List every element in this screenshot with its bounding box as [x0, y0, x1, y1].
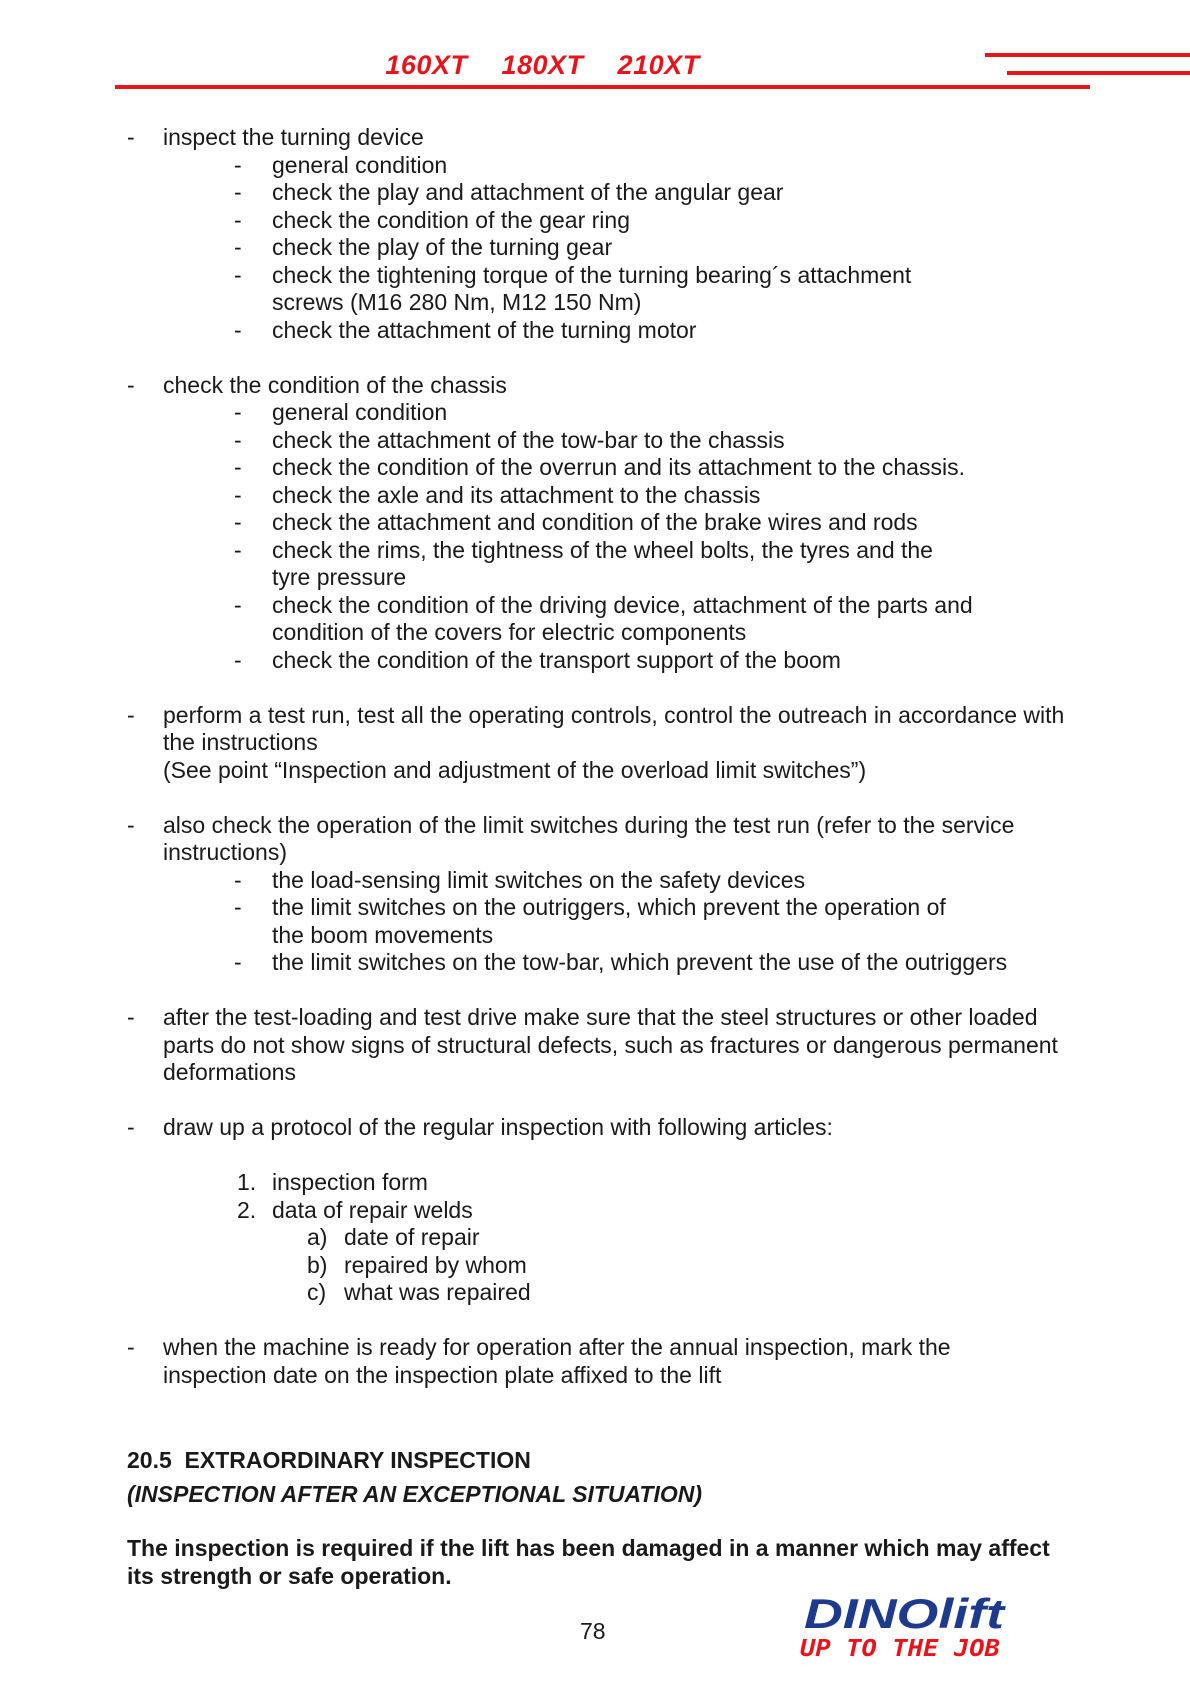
- numbered-item: 2. data of repair welds: [237, 1196, 473, 1223]
- sub-list-item: - check the attachment of the turning motor: [234, 316, 697, 343]
- sub-list-item: - check the condition of the gear ring: [234, 206, 631, 233]
- sub-list-item: - check the rims, the tightness of the wheel bolts, the tyres and the tyre pressure: [234, 536, 933, 590]
- list-item: - check the condition of the chassis: [127, 371, 507, 398]
- numbered-item: 1. inspection form: [237, 1169, 428, 1195]
- sub-list-item: - check the attachment of the tow-bar to the chassis: [234, 426, 785, 453]
- lettered-item: b) repaired by whom: [307, 1251, 527, 1278]
- model-180xt: 180XT: [501, 50, 584, 80]
- sub-list-item: - check the play and attachment of the angular gear: [234, 179, 784, 205]
- sub-list-item: - check the play of the turning gear: [234, 234, 613, 260]
- list-item: - when the machine is ready for operation after the annual inspection, mark the inspection date on the inspection plate affixed to the lift: [127, 1334, 951, 1388]
- sub-list-item: - general condition: [234, 399, 448, 425]
- model-list: [115, 50, 970, 81]
- sub-list-item: - check the tightening torque of the turning bearing´s attachment screws (M16 280 Nm, M12 150 Nm): [234, 261, 912, 315]
- sub-list-item: - check the condition of the overrun and its attachment to the chassis.: [234, 454, 965, 480]
- list-item: - draw up a protocol of the regular inspection with following articles:: [127, 1114, 833, 1140]
- list-item: - after the test-loading and test drive make sure that the steel structures or other loaded parts do not show signs of structural defects, such as fractures or dangerous permanent deformations: [127, 1004, 1058, 1085]
- model-210xt: 210XT: [617, 50, 700, 80]
- header-rule: [115, 85, 1090, 89]
- section-note: The inspection is required if the lift has been damaged in a manner which may affect its strength or safe operation.: [127, 1535, 1050, 1589]
- page-number: 78: [580, 1618, 606, 1644]
- sub-list-item: - the load-sensing limit switches on the safety devices: [234, 866, 806, 893]
- model-160xt: 160XT: [385, 50, 468, 80]
- checklist-body: [127, 124, 1087, 1389]
- page-header: [115, 50, 1090, 92]
- header-lines-icon: [985, 53, 1090, 78]
- sub-list-item: - check the condition of the transport support of the boom: [234, 646, 841, 673]
- lettered-item: a) date of repair: [307, 1224, 480, 1250]
- section-subheading: (INSPECTION AFTER AN EXCEPTIONAL SITUATION): [127, 1480, 703, 1507]
- section-20-5: [127, 1447, 1087, 1590]
- sub-list-item: - the limit switches on the outriggers, which prevent the operation of the boom movements: [234, 894, 946, 948]
- sub-list-item: - check the condition of the driving device, attachment of the parts and condition of the covers for electric components: [234, 591, 973, 645]
- section-heading: 20.5 EXTRAORDINARY INSPECTION: [127, 1447, 531, 1473]
- sub-list-item: - the limit switches on the tow-bar, which prevent the use of the outriggers: [234, 949, 1008, 975]
- logo-name: DINOlift: [804, 1592, 1007, 1637]
- list-item: - also check the operation of the limit switches during the test run (refer to the service instructions): [127, 811, 1015, 865]
- sub-list-item: - check the attachment and condition of the brake wires and rods: [234, 509, 918, 535]
- list-item: - inspect the turning device: [127, 124, 424, 150]
- logo-tagline: UP TO THE JOB: [800, 1636, 1001, 1662]
- lettered-item: c) what was repaired: [307, 1279, 531, 1305]
- sub-list-item: - general condition: [234, 151, 448, 178]
- list-item: - perform a test run, test all the operating controls, control the outreach in accordance with the instructions (See point “Inspection and adjustment of the overload limit switches”): [127, 701, 1065, 783]
- dinolift-logo: [800, 1592, 1010, 1662]
- sub-list-item: - check the axle and its attachment to the chassis: [234, 481, 761, 508]
